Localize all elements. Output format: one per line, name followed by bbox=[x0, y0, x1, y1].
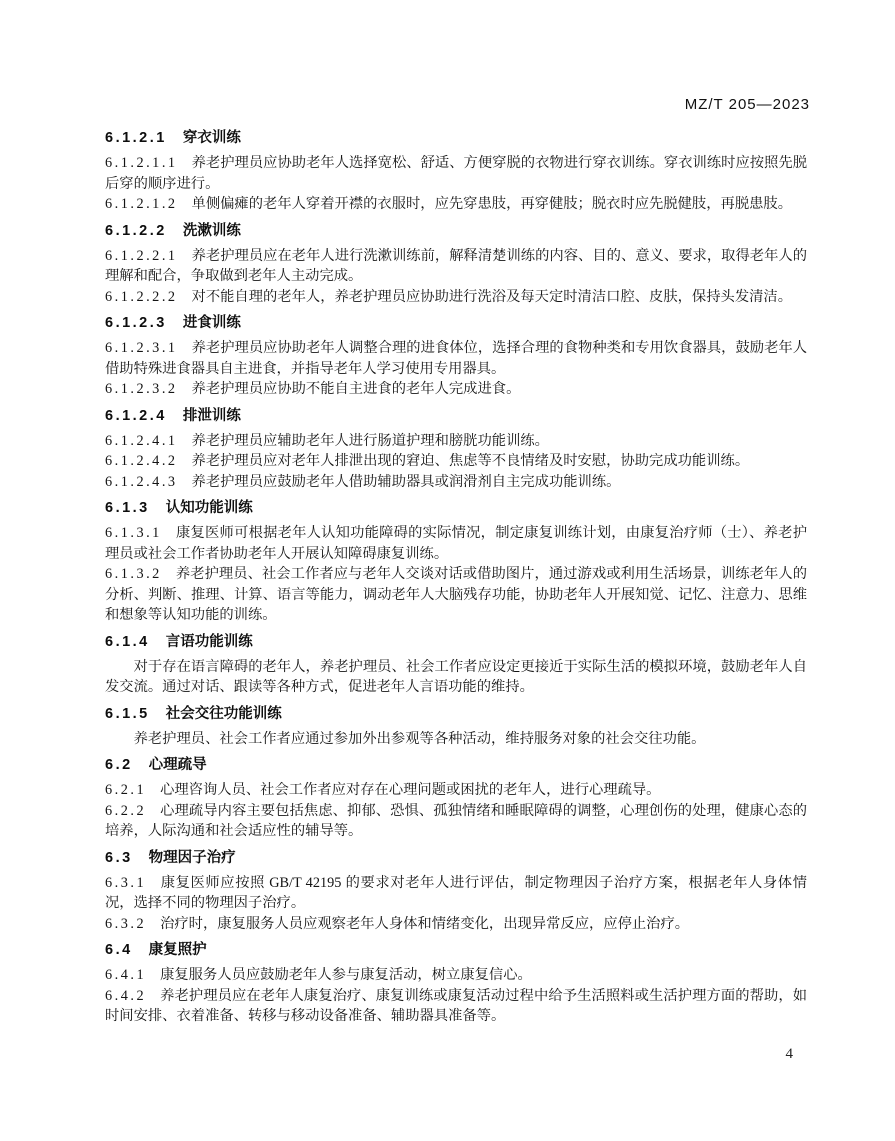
clause-title: 言语功能训练 bbox=[165, 633, 253, 650]
clause-text: 康复医师可根据老年人认知功能障碍的实际情况，制定康复训练计划，由康复治疗师（士）、养老护理员或社会工作者协助老年人开展认知障碍康复训练。 bbox=[105, 525, 807, 562]
clause-number: 6.2.1 bbox=[105, 782, 147, 798]
clause-title: 认知功能训练 bbox=[165, 500, 253, 516]
clause-number: 6.1.2.2 bbox=[105, 222, 167, 239]
clause-number: 6.1.2.3 bbox=[105, 315, 167, 331]
clause-heading bbox=[105, 128, 807, 149]
clause-paragraph bbox=[105, 801, 807, 842]
clause-title: 康复照护 bbox=[148, 942, 207, 958]
clause-title: 进食训练 bbox=[182, 315, 241, 331]
clause-heading bbox=[105, 704, 807, 725]
clause-text: 养老护理员应协助老年人选择宽松、舒适、方便穿脱的衣物进行穿衣训练。穿衣训练时应按照先脱后穿的顺序进行。 bbox=[105, 155, 807, 192]
clause-text: 单侧偏瘫的老年人穿着开襟的衣服时，应先穿患肢，再穿健肢；脱衣时应先脱健肢，再脱患肢。 bbox=[191, 196, 793, 212]
clause-text: 治疗时，康复服务人员应观察老年人身体和情绪变化，出现异常反应，应停止治疗。 bbox=[160, 915, 690, 932]
clause-number: 6.1.2.1 bbox=[105, 130, 167, 146]
clause-text: 养老护理员应协助不能自主进食的老年人完成进食。 bbox=[191, 381, 521, 397]
clause-number: 6.3.2 bbox=[105, 915, 147, 932]
clause-number: 6.3 bbox=[105, 849, 133, 866]
clause-text: 养老护理员、社会工作者应通过参加外出参观等各种活动，维持服务对象的社会交往功能。 bbox=[133, 730, 706, 747]
clause-text: 养老护理员、社会工作者应与老年人交谈对话或借助图片，通过游戏或利用生活场景，训练老年人的分析、判断、推理、计算、语言等能力，调动老年人大脑残存功能，协助老年人开展知觉、记忆、注意力、思维和想象等认知功能的训练。 bbox=[105, 566, 807, 623]
clause-heading bbox=[105, 848, 807, 869]
clause-paragraph bbox=[105, 914, 807, 935]
clause-paragraph bbox=[105, 657, 807, 698]
clause-title: 物理因子治疗 bbox=[148, 849, 236, 866]
clause-paragraph bbox=[105, 523, 807, 564]
clause-title: 排泄训练 bbox=[182, 407, 241, 424]
clause-text: 心理疏导内容主要包括焦虑、抑郁、恐惧、孤独情绪和睡眠障碍的调整，心理创伤的处理，健康心态的培养，人际沟通和社会适应性的辅导等。 bbox=[105, 802, 807, 839]
clause-paragraph bbox=[105, 431, 807, 452]
clause-number: 6.1.3.1 bbox=[105, 525, 162, 541]
clause-number: 6.2.2 bbox=[105, 802, 147, 819]
clause-number: 6.1.2.3.1 bbox=[105, 340, 178, 356]
clause-paragraph bbox=[105, 564, 807, 626]
clause-number: 6.1.2.2.2 bbox=[105, 288, 178, 305]
clause-heading bbox=[105, 221, 807, 242]
clause-number: 6.1.3 bbox=[105, 500, 150, 516]
clause-number: 6.1.2.1.1 bbox=[105, 155, 178, 171]
clause-paragraph bbox=[105, 153, 807, 194]
clause-title: 社会交往功能训练 bbox=[165, 705, 282, 722]
clause-text: 养老护理员应协助老年人调整合理的进食体位，选择合理的食物种类和专用饮食器具，鼓励老年人借助特殊进食器具自主进食，并指导老年人学习使用专用器具。 bbox=[105, 340, 807, 377]
clause-paragraph bbox=[105, 379, 807, 400]
clause-text: 对于存在语言障碍的老年人，养老护理员、社会工作者应设定更接近于实际生活的模拟环境，鼓励老年人自发交流。通过对话、跟读等各种方式，促进老年人言语功能的维持。 bbox=[105, 658, 807, 695]
clause-text: 康复医师应按照 GB/T 42195 的要求对老年人进行评估，制定物理因子治疗方案，根据老年人身体情况，选择不同的物理因子治疗。 bbox=[105, 874, 807, 911]
clause-number: 6.4.2 bbox=[105, 987, 147, 1004]
clause-paragraph bbox=[105, 338, 807, 379]
clause-paragraph bbox=[105, 246, 807, 287]
clause-text: 对不能自理的老年人，养老护理员应协助进行洗浴及每天定时清洁口腔、皮肤，保持头发清洁。 bbox=[191, 288, 793, 305]
clause-paragraph bbox=[105, 986, 807, 1027]
clause-heading bbox=[105, 406, 807, 427]
clause-number: 6.1.5 bbox=[105, 705, 150, 722]
clause-text: 养老护理员应在老年人康复治疗、康复训练或康复活动过程中给予生活照料或生活护理方面的帮助，如时间安排、衣着准备、转移与移动设备准备、辅助器具准备等。 bbox=[105, 987, 807, 1024]
clause-number: 6.4.1 bbox=[105, 967, 147, 983]
clause-paragraph bbox=[105, 451, 807, 472]
clause-heading bbox=[105, 498, 807, 519]
clause-heading bbox=[105, 313, 807, 334]
clause-number: 6.1.2.4.1 bbox=[105, 432, 178, 449]
clause-text: 养老护理员应辅助老年人进行肠道护理和膀胱功能训练。 bbox=[191, 432, 549, 449]
clause-text: 心理咨询人员、社会工作者应对存在心理问题或困扰的老年人，进行心理疏导。 bbox=[160, 782, 661, 798]
clause-number: 6.4 bbox=[105, 942, 133, 958]
clause-text: 养老护理员应在老年人进行洗漱训练前，解释清楚训练的内容、目的、意义、要求，取得老年人的理解和配合，争取做到老年人主动完成。 bbox=[105, 247, 807, 284]
clause-number: 6.1.2.3.2 bbox=[105, 381, 178, 397]
clause-title: 心理疏导 bbox=[148, 757, 207, 773]
clause-number: 6.1.2.2.1 bbox=[105, 247, 178, 264]
clause-paragraph bbox=[105, 472, 807, 493]
clause-heading bbox=[105, 755, 807, 776]
clause-number: 6.1.2.4 bbox=[105, 407, 167, 424]
clause-number: 6.1.2.1.2 bbox=[105, 196, 178, 212]
clause-paragraph bbox=[105, 729, 807, 750]
clause-number: 6.3.1 bbox=[105, 874, 147, 891]
clause-title: 洗漱训练 bbox=[182, 222, 241, 239]
clause-text: 养老护理员应对老年人排泄出现的窘迫、焦虑等不良情绪及时安慰，协助完成功能训练。 bbox=[191, 453, 750, 469]
clause-title: 穿衣训练 bbox=[182, 130, 241, 146]
clause-number: 6.1.4 bbox=[105, 633, 150, 650]
clause-text: 康复服务人员应鼓励老年人参与康复活动，树立康复信心。 bbox=[160, 967, 532, 983]
clause-number: 6.1.2.4.3 bbox=[105, 473, 178, 490]
clause-paragraph bbox=[105, 287, 807, 308]
clause-paragraph bbox=[105, 780, 807, 801]
document-body bbox=[105, 128, 807, 1027]
clause-paragraph bbox=[105, 873, 807, 914]
clause-number: 6.1.3.2 bbox=[105, 566, 162, 582]
standard-number-header: MZ/T 205—2023 bbox=[684, 96, 810, 113]
clause-heading bbox=[105, 940, 807, 961]
clause-heading bbox=[105, 632, 807, 653]
clause-paragraph bbox=[105, 194, 807, 215]
clause-number: 6.2 bbox=[105, 757, 133, 773]
page-number: 4 bbox=[785, 1046, 793, 1062]
clause-number: 6.1.2.4.2 bbox=[105, 453, 178, 469]
clause-paragraph bbox=[105, 965, 807, 986]
clause-text: 养老护理员应鼓励老年人借助辅助器具或润滑剂自主完成功能训练。 bbox=[191, 473, 621, 490]
